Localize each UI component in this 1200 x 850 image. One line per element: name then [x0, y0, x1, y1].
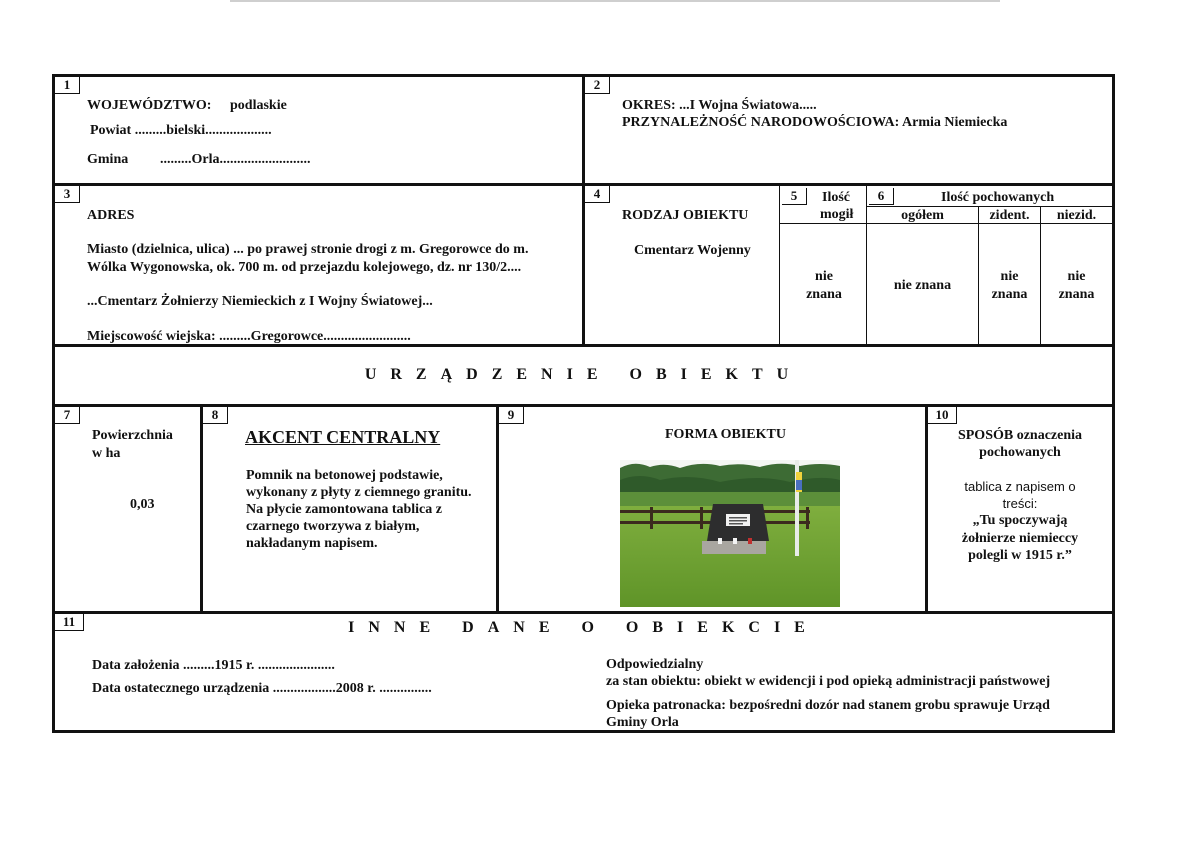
rodzaj-obiektu-value: Cmentarz Wojenny — [634, 243, 751, 258]
adres-line-2: Wólka Wygonowska, ok. 700 m. od przejazdu kolejowego, dz. nr 130/2.... — [87, 260, 522, 275]
niezid-value-a: nie — [1067, 269, 1086, 284]
niezid-value-b: znana — [1058, 287, 1095, 302]
sposob-title-a: SPOSÓB oznaczenia — [957, 428, 1083, 443]
akcent-line-5: nakładanym napisem. — [246, 536, 378, 551]
adres-line-3: ...Cmentarz Żołnierzy Niemieckich z I Wojny Światowej... — [87, 294, 433, 309]
cemetery-photo — [620, 460, 840, 607]
cell-number-8: 8 — [203, 407, 228, 424]
ogolem-label: ogółem — [901, 208, 944, 223]
powierzchnia-unit: w ha — [92, 446, 121, 461]
data-ostatecznego-urzadzenia: Data ostatecznego urządzenia ..................2008 r. ............... — [92, 681, 432, 696]
cell-number-5: 5 — [782, 188, 807, 205]
przynaleznosc-line: PRZYNALEŻNOŚĆ NARODOWOŚCIOWA: Armia Niemiecka — [622, 115, 1008, 130]
opieka-patronacka-b: Gminy Orla — [606, 715, 679, 730]
rodzaj-obiektu-heading: RODZAJ OBIEKTU — [622, 208, 749, 223]
mogil-value-a: nie — [815, 269, 833, 284]
inne-dane-title: INNE DANE O OBIEKCIE — [348, 619, 819, 636]
sposob-line-2: treści: — [1002, 496, 1038, 511]
adres-heading: ADRES — [87, 208, 135, 223]
akcent-line-2: wykonany z płyty z ciemnego granitu. — [246, 485, 472, 500]
cell-number-9: 9 — [499, 407, 524, 424]
odpowiedzialny-label: Odpowiedzialny — [606, 657, 704, 672]
okres-line: OKRES: ...I Wojna Światowa..... — [622, 98, 817, 113]
forma-obiektu-title: FORMA OBIEKTU — [665, 427, 786, 442]
sposob-line-1: tablica z napisem o — [964, 479, 1076, 494]
cell-number-11: 11 — [55, 614, 84, 631]
niezid-label: niezid. — [1056, 208, 1097, 223]
section-title-urzadzenie: URZĄDZENIE OBIEKTU — [364, 366, 803, 383]
cell-number-1: 1 — [55, 77, 80, 94]
odpowiedzialny-value: za stan obiektu: obiekt w ewidencji i pod opieką administracji państwowej — [606, 674, 1051, 689]
mogil-label: mogił — [820, 207, 854, 222]
zident-value-a: nie — [1000, 269, 1019, 284]
sposob-line-3: „Tu spoczywają — [972, 513, 1068, 528]
akcent-line-3: Na płycie zamontowana tablica z — [246, 502, 442, 517]
zident-label: zident. — [989, 208, 1030, 223]
gmina-label: Gmina — [87, 152, 129, 167]
wojewodztwo-value: podlaskie — [230, 98, 287, 113]
scan-artifact-line — [230, 0, 1000, 2]
cell-number-10: 10 — [928, 407, 957, 424]
cell-number-3: 3 — [55, 186, 80, 203]
powierzchnia-label: Powierzchnia — [92, 428, 173, 443]
sposob-line-4: żołnierze niemieccy — [961, 531, 1079, 546]
cell-number-7: 7 — [55, 407, 80, 424]
ilosc-pochowanych-heading: Ilość pochowanych — [941, 190, 1055, 205]
powiat-line: Powiat .........bielski................... — [90, 123, 272, 138]
zident-value-b: znana — [991, 287, 1028, 302]
sposob-line-5: polegli w 1915 r.” — [968, 548, 1072, 563]
adres-line-4: Miejscowość wiejska: .........Gregorowce......................... — [87, 329, 411, 344]
cell-number-4: 4 — [585, 186, 610, 203]
adres-line-1: Miasto (dzielnica, ulica) ... po prawej stronie drogi z m. Gregorowce do m. — [87, 242, 529, 257]
mogil-value-b: znana — [806, 287, 842, 302]
gmina-value: .........Orla.......................... — [160, 152, 311, 167]
akcent-centralny-title: AKCENT CENTRALNY — [245, 427, 441, 447]
opieka-patronacka-a: Opieka patronacka: bezpośredni dozór nad stanem grobu sprawuje Urząd — [606, 698, 1050, 713]
data-zalozenia: Data założenia .........1915 r. ...................... — [92, 658, 335, 673]
wojewodztwo-label: WOJEWÓDZTWO: — [87, 98, 212, 113]
powierzchnia-value: 0,03 — [130, 497, 155, 512]
cell-number-2: 2 — [585, 77, 610, 94]
cell-number-6: 6 — [869, 188, 894, 205]
ilosc-label: Ilość — [822, 190, 850, 205]
ogolem-value: nie znana — [893, 278, 952, 293]
sposob-title-b: pochowanych — [979, 445, 1061, 460]
akcent-line-4: czarnego tworzywa z białym, — [246, 519, 420, 534]
akcent-line-1: Pomnik na betonowej podstawie, — [246, 468, 443, 483]
